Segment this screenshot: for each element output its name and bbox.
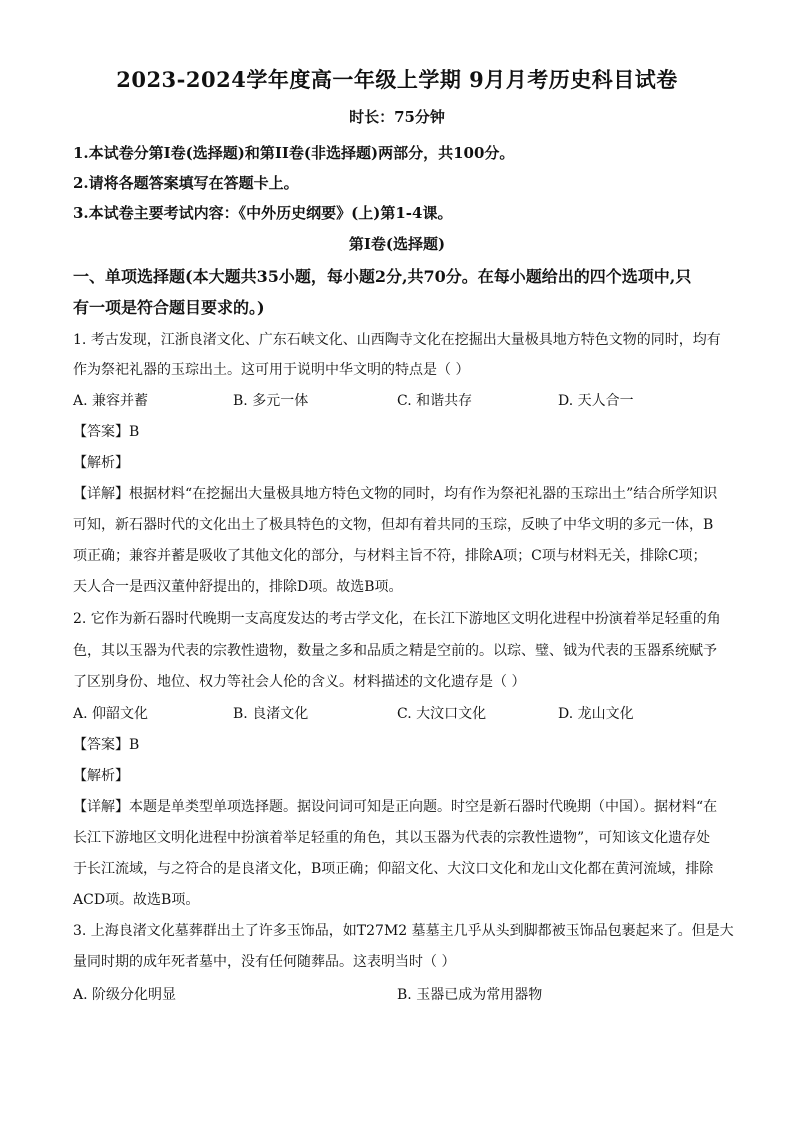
note-1: 1.本试卷分第Ⅰ卷(选择题)和第II卷(非选择题)两部分，共100分。 bbox=[73, 144, 515, 162]
exam-title: 2023-2024学年度高一年级上学期 9月月考历史科目试卷 bbox=[116, 67, 678, 92]
question-1-stem: 1. 考古发现，江浙良渚文化、广东石峡文化、山西陶寺文化在挖掘出大量极具地方特色文物的同时，均有 bbox=[73, 332, 721, 348]
question-2-stem: 了区别身份、地位、权力等社会人伦的含义。材料描述的文化遗存是（ ） bbox=[73, 674, 526, 690]
question-2-option-c: C. 大汶口文化 bbox=[397, 706, 487, 722]
section-title: 第Ⅰ卷(选择题) bbox=[348, 235, 446, 253]
question-3-option-b: B. 玉器已成为常用器物 bbox=[397, 987, 543, 1003]
question-2-detail: 长江下游地区文明化进程中扮演着举足轻重的角色，其以玉器为代表的宗教性遗物”，可知该文化遗存处 bbox=[73, 830, 711, 846]
question-2-detail: 【详解】本题是单类型单项选择题。据设问词可知是正向题。时空是新石器时代晚期（中国）。据材料“在 bbox=[73, 799, 718, 815]
question-1-detail: 项正确；兼容并蓄是吸收了其他文化的部分，与材料主旨不符，排除A项；C项与材料无关，排除C项； bbox=[73, 548, 707, 564]
question-2-stem: 色，其以玉器为代表的宗教性遗物，数量之多和品质之精是空前的。以琮、璧、钺为代表的玉器系统赋予 bbox=[73, 643, 717, 659]
question-2-answer: 【答案】B bbox=[73, 737, 140, 753]
question-1-detail: 【详解】根据材料“在挖掘出大量极具地方特色文物的同时，均有作为祭祀礼器的玉琮出土”结合所学知识 bbox=[73, 486, 718, 502]
question-2-option-d: D. 龙山文化 bbox=[558, 706, 634, 722]
exam-duration: 时长：75分钟 bbox=[349, 108, 445, 126]
section-instruction-line: 一、单项选择题(本大题共35小题，每小题2分,共70分。在每小题给出的四个选项中,只 bbox=[73, 267, 692, 286]
question-2-option-a: A. 仰韶文化 bbox=[73, 706, 149, 722]
question-1-answer: 【答案】B bbox=[73, 424, 140, 440]
question-1-analysis-label: 【解析】 bbox=[73, 455, 129, 471]
question-1-detail: 可知，新石器时代的文化出土了极具特色的文物，但却有着共同的玉琮，反映了中华文明的多元一体，B bbox=[73, 517, 714, 533]
question-1-stem: 作为祭祀礼器的玉琮出土。这可用于说明中华文明的特点是（ ） bbox=[73, 362, 470, 378]
question-1-option-d: D. 天人合一 bbox=[558, 393, 634, 409]
question-2-stem: 2. 它作为新石器时代晚期一支高度发达的考古学文化，在长江下游地区文明化进程中扮演着举足轻重的角 bbox=[73, 611, 721, 627]
question-3-stem: 量同时期的成年死者墓中，没有任何随葬品。这表明当时（ ） bbox=[73, 954, 456, 970]
question-2-detail: 于长江流域，与之符合的是良渚文化，B项正确；仰韶文化、大汶口文化和龙山文化都在黄河流域，排除 bbox=[73, 861, 714, 877]
question-1-option-b: B. 多元一体 bbox=[233, 393, 309, 409]
question-3-option-a: A. 阶级分化明显 bbox=[73, 987, 177, 1003]
question-1-option-a: A. 兼容并蓄 bbox=[73, 393, 149, 409]
note-2: 2.请将各题答案填写在答题卡上。 bbox=[73, 174, 299, 192]
question-1-detail: 天人合一是西汉董仲舒提出的，排除D项。故选B项。 bbox=[73, 579, 403, 595]
question-3-stem: 3. 上海良渚文化墓葬群出土了许多玉饰品，如T27M2 墓墓主几乎从头到脚都被玉饰品包裹起来了。但是大 bbox=[73, 923, 734, 939]
section-instruction-line: 有一项是符合题目要求的。) bbox=[73, 298, 265, 317]
note-3: 3.本试卷主要考试内容：《中外历史纲要》(上)第1-4课。 bbox=[73, 204, 453, 222]
question-2-analysis-label: 【解析】 bbox=[73, 768, 129, 784]
question-2-option-b: B. 良渚文化 bbox=[233, 706, 309, 722]
question-2-detail: ACD项。故选B项。 bbox=[73, 892, 200, 908]
question-1-option-c: C. 和谐共存 bbox=[397, 393, 473, 409]
